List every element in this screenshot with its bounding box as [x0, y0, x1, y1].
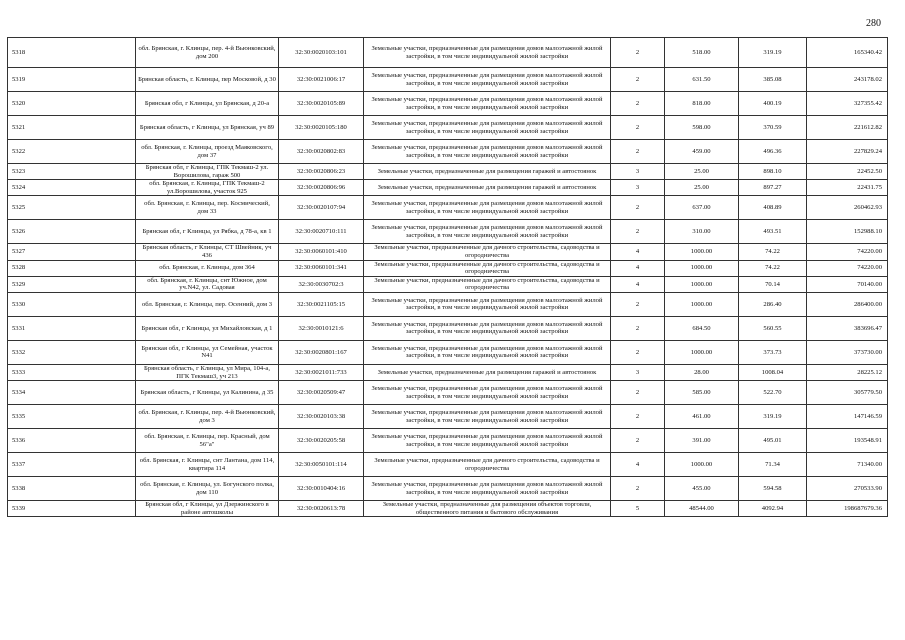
table-row: [8, 260, 888, 276]
address-cell: обл. Брянская, г. Клинцы, проезд Маяковского, дом 37: [136, 140, 279, 164]
rate-cell: 493.51: [739, 220, 807, 244]
table-row: [8, 453, 888, 477]
land-use-cell: Земельные участки, предназначенные для размещения домов малоэтажной жилой застройки, в том числе индивидуальной жилой застройки: [364, 477, 611, 501]
area-cell: 28.00: [665, 364, 739, 380]
land-use-cell: Земельные участки, предназначенные для размещения домов малоэтажной жилой застройки, в том числе индивидуальной жилой застройки: [364, 340, 611, 364]
land-use-cell: Земельные участки, предназначенные для размещения домов малоэтажной жилой застройки, в том числе индивидуальной жилой застройки: [364, 292, 611, 316]
land-use-cell: Земельные участки, предназначенные для размещения домов малоэтажной жилой застройки, в том числе индивидуальной жилой застройки: [364, 381, 611, 405]
group-cell: 3: [611, 180, 665, 196]
address-cell: Брянская область, г. Клинцы, пер Московой, д 30: [136, 68, 279, 92]
table-body: [8, 38, 888, 517]
area-cell: 1000.00: [665, 292, 739, 316]
cadastral-number-cell: 32:30:0020103:101: [279, 38, 364, 68]
row-number: 5339: [8, 501, 136, 517]
address-cell: обл. Брянская, г. Клинцы, пер. Осенний, дом 3: [136, 292, 279, 316]
land-use-cell: Земельные участки, предназначенные для дачного строительства, садоводства и огородничества: [364, 453, 611, 477]
address-cell: Брянская обл, г Клинцы, ул Дзержинского в районе автошколы: [136, 501, 279, 517]
area-cell: 459.00: [665, 140, 739, 164]
row-number: 5332: [8, 340, 136, 364]
row-number: 5329: [8, 276, 136, 292]
group-cell: 2: [611, 316, 665, 340]
land-use-cell: Земельные участки, предназначенные для размещения домов малоэтажной жилой застройки, в том числе индивидуальной жилой застройки: [364, 405, 611, 429]
cadastral-number-cell: 32:30:0020613:78: [279, 501, 364, 517]
cadastral-number-cell: 32:30:0020806:96: [279, 180, 364, 196]
cadastral-number-cell: 32:30:0010121:6: [279, 316, 364, 340]
cadastral-value-cell: 373730.00: [807, 340, 888, 364]
area-cell: 461.00: [665, 405, 739, 429]
cadastral-value-cell: 70140.00: [807, 276, 888, 292]
cadastral-number-cell: 32:30:0030702:3: [279, 276, 364, 292]
group-cell: 2: [611, 116, 665, 140]
rate-cell: 70.14: [739, 276, 807, 292]
rate-cell: 4092.94: [739, 501, 807, 517]
cadastral-value-cell: 193548.91: [807, 429, 888, 453]
land-use-cell: Земельные участки, предназначенные для размещения домов малоэтажной жилой застройки, в том числе индивидуальной жилой застройки: [364, 68, 611, 92]
cadastral-number-cell: 32:30:0020105:180: [279, 116, 364, 140]
rate-cell: 373.73: [739, 340, 807, 364]
address-cell: Брянская область, г Клинцы, ул Брянская, уч 89: [136, 116, 279, 140]
table-row: [8, 68, 888, 92]
table-row: [8, 116, 888, 140]
group-cell: 2: [611, 196, 665, 220]
cadastral-number-cell: 32:30:0060101:341: [279, 260, 364, 276]
land-use-cell: Земельные участки, предназначенные для размещения домов малоэтажной жилой застройки, в том числе индивидуальной жилой застройки: [364, 116, 611, 140]
land-use-cell: Земельные участки, предназначенные для размещения гаражей и автостоянок: [364, 180, 611, 196]
group-cell: 4: [611, 453, 665, 477]
address-cell: обл. Брянская, г. Клинцы, снт Лантана, дом 114, квартира 114: [136, 453, 279, 477]
table-row: [8, 501, 888, 517]
rate-cell: 496.36: [739, 140, 807, 164]
address-cell: обл. Брянская, г. Клинцы, пер. Космический, дом 33: [136, 196, 279, 220]
cadastral-value-cell: 74220.00: [807, 260, 888, 276]
address-cell: обл. Брянская, г. Клинцы, снт Южное, дом уч.N42, ул. Садовая: [136, 276, 279, 292]
land-use-cell: Земельные участки, предназначенные для размещения домов малоэтажной жилой застройки, в том числе индивидуальной жилой застройки: [364, 140, 611, 164]
group-cell: 2: [611, 292, 665, 316]
area-cell: 455.00: [665, 477, 739, 501]
land-use-cell: Земельные участки, предназначенные для размещения домов малоэтажной жилой застройки, в том числе индивидуальной жилой застройки: [364, 316, 611, 340]
group-cell: 2: [611, 38, 665, 68]
cadastral-value-cell: 147146.59: [807, 405, 888, 429]
row-number: 5322: [8, 140, 136, 164]
area-cell: 631.50: [665, 68, 739, 92]
cadastral-value-cell: 305779.50: [807, 381, 888, 405]
area-cell: 48544.00: [665, 501, 739, 517]
group-cell: 2: [611, 477, 665, 501]
area-cell: 684.50: [665, 316, 739, 340]
row-number: 5325: [8, 196, 136, 220]
cadastral-number-cell: 32:30:0020802:83: [279, 140, 364, 164]
rate-cell: 319.19: [739, 38, 807, 68]
cadastral-value-cell: 198687679.36: [807, 501, 888, 517]
cadastral-value-cell: 165340.42: [807, 38, 888, 68]
table-row: [8, 140, 888, 164]
table-row: [8, 180, 888, 196]
rate-cell: 1008.04: [739, 364, 807, 380]
group-cell: 2: [611, 340, 665, 364]
row-number: 5335: [8, 405, 136, 429]
cadastral-value-cell: 243178.02: [807, 68, 888, 92]
row-number: 5328: [8, 260, 136, 276]
row-number: 5327: [8, 244, 136, 260]
row-number: 5324: [8, 180, 136, 196]
table-row: [8, 92, 888, 116]
table-row: [8, 381, 888, 405]
cadastral-value-cell: 286400.00: [807, 292, 888, 316]
cadastral-number-cell: 32:30:0020509:47: [279, 381, 364, 405]
address-cell: обл. Брянская, г. Клинцы, пер. Красный, дом 56"а": [136, 429, 279, 453]
rate-cell: 898.10: [739, 164, 807, 180]
rate-cell: 319.19: [739, 405, 807, 429]
cadastral-number-cell: 32:30:0010404:16: [279, 477, 364, 501]
address-cell: Брянская обл, г Клинцы, ул Брянская, д 20-а: [136, 92, 279, 116]
address-cell: обл. Брянская, г. Клинцы, дом 364: [136, 260, 279, 276]
cadastral-number-cell: 32:30:0020105:89: [279, 92, 364, 116]
address-cell: Брянская область, г Клинцы, ул Мира, 104-а, ПГК Текмаш3, уч 213: [136, 364, 279, 380]
table-row: [8, 220, 888, 244]
group-cell: 3: [611, 364, 665, 380]
area-cell: 518.00: [665, 38, 739, 68]
cadastral-number-cell: 32:30:0060101:410: [279, 244, 364, 260]
cadastral-value-cell: 383696.47: [807, 316, 888, 340]
area-cell: 310.00: [665, 220, 739, 244]
table-row: [8, 276, 888, 292]
cadastral-number-cell: 32:30:0020107:94: [279, 196, 364, 220]
cadastral-number-cell: 32:30:0020710:111: [279, 220, 364, 244]
group-cell: 2: [611, 220, 665, 244]
area-cell: 1000.00: [665, 260, 739, 276]
address-cell: Брянская обл, г Клинцы, ул Рябка, д 78-а, кв 1: [136, 220, 279, 244]
address-cell: обл. Брянская, г. Клинцы, ул. Богунского полка, дом 110: [136, 477, 279, 501]
table-row: [8, 405, 888, 429]
rate-cell: 385.08: [739, 68, 807, 92]
address-cell: Брянская обл, г Клинцы, ГПК Текмаш-2 ул. Ворошилова, гараж 500: [136, 164, 279, 180]
group-cell: 2: [611, 381, 665, 405]
cadastral-value-cell: 71340.00: [807, 453, 888, 477]
table-row: [8, 164, 888, 180]
cadastral-number-cell: 32:30:0050101:114: [279, 453, 364, 477]
area-cell: 1000.00: [665, 453, 739, 477]
row-number: 5333: [8, 364, 136, 380]
table-row: [8, 429, 888, 453]
address-cell: Брянская область, г Клинцы, СТ Швейник, уч 436: [136, 244, 279, 260]
rate-cell: 71.34: [739, 453, 807, 477]
address-cell: обл. Брянская, г. Клинцы, пер. 4-й Вьюнковский, дом 200: [136, 38, 279, 68]
row-number: 5330: [8, 292, 136, 316]
table-row: [8, 244, 888, 260]
land-use-cell: Земельные участки, предназначенные для размещения домов малоэтажной жилой застройки, в том числе индивидуальной жилой застройки: [364, 38, 611, 68]
row-number: 5337: [8, 453, 136, 477]
land-use-cell: Земельные участки, предназначенные для дачного строительства, садоводства и огородничества: [364, 276, 611, 292]
table-row: [8, 364, 888, 380]
land-registry-table: [7, 37, 888, 517]
land-use-cell: Земельные участки, предназначенные для размещения гаражей и автостоянок: [364, 364, 611, 380]
address-cell: Брянская область, г Клинцы, ул Калинина, д 35: [136, 381, 279, 405]
area-cell: 818.00: [665, 92, 739, 116]
table-row: [8, 196, 888, 220]
rate-cell: 408.89: [739, 196, 807, 220]
rate-cell: 560.55: [739, 316, 807, 340]
rate-cell: 74.22: [739, 244, 807, 260]
address-cell: обл. Брянская, г. Клинцы, ГПК Текмаш-2 ул.Ворошилова, участок 925: [136, 180, 279, 196]
group-cell: 2: [611, 405, 665, 429]
cadastral-value-cell: 22431.75: [807, 180, 888, 196]
cadastral-number-cell: 32:30:0020103:38: [279, 405, 364, 429]
row-number: 5321: [8, 116, 136, 140]
land-use-cell: Земельные участки, предназначенные для размещения домов малоэтажной жилой застройки, в том числе индивидуальной жилой застройки: [364, 92, 611, 116]
cadastral-value-cell: 28225.12: [807, 364, 888, 380]
rate-cell: 897.27: [739, 180, 807, 196]
area-cell: 637.00: [665, 196, 739, 220]
area-cell: 391.00: [665, 429, 739, 453]
group-cell: 4: [611, 260, 665, 276]
cadastral-number-cell: 32:30:0020806:23: [279, 164, 364, 180]
land-use-cell: Земельные участки, предназначенные для размещения домов малоэтажной жилой застройки, в том числе индивидуальной жилой застройки: [364, 220, 611, 244]
row-number: 5323: [8, 164, 136, 180]
table-row: [8, 38, 888, 68]
cadastral-number-cell: 32:30:0021011:733: [279, 364, 364, 380]
row-number: 5318: [8, 38, 136, 68]
group-cell: 5: [611, 501, 665, 517]
area-cell: 25.00: [665, 164, 739, 180]
cadastral-value-cell: 260462.93: [807, 196, 888, 220]
table-row: [8, 292, 888, 316]
area-cell: 1000.00: [665, 244, 739, 260]
group-cell: 4: [611, 244, 665, 260]
rate-cell: 400.19: [739, 92, 807, 116]
group-cell: 2: [611, 140, 665, 164]
rate-cell: 594.58: [739, 477, 807, 501]
row-number: 5334: [8, 381, 136, 405]
land-use-cell: Земельные участки, предназначенные для размещения гаражей и автостоянок: [364, 164, 611, 180]
cadastral-number-cell: 32:30:0021006:17: [279, 68, 364, 92]
land-use-cell: Земельные участки, предназначенные для дачного строительства, садоводства и огородничества: [364, 260, 611, 276]
cadastral-value-cell: 152988.10: [807, 220, 888, 244]
land-use-cell: Земельные участки, предназначенные для размещения объектов торговли, общественного питания и бытового обслуживания: [364, 501, 611, 517]
address-cell: обл. Брянская, г. Клинцы, пер. 4-й Вьюнковский, дом 3: [136, 405, 279, 429]
row-number: 5326: [8, 220, 136, 244]
rate-cell: 74.22: [739, 260, 807, 276]
group-cell: 2: [611, 429, 665, 453]
area-cell: 1000.00: [665, 340, 739, 364]
cadastral-number-cell: 32:30:0020205:58: [279, 429, 364, 453]
cadastral-value-cell: 221612.82: [807, 116, 888, 140]
group-cell: 2: [611, 68, 665, 92]
row-number: 5336: [8, 429, 136, 453]
table-row: [8, 477, 888, 501]
cadastral-number-cell: 32:30:0020801:167: [279, 340, 364, 364]
group-cell: 3: [611, 164, 665, 180]
row-number: 5320: [8, 92, 136, 116]
row-number: 5338: [8, 477, 136, 501]
cadastral-value-cell: 227829.24: [807, 140, 888, 164]
area-cell: 1000.00: [665, 276, 739, 292]
rate-cell: 286.40: [739, 292, 807, 316]
land-use-cell: Земельные участки, предназначенные для дачного строительства, садоводства и огородничества: [364, 244, 611, 260]
cadastral-value-cell: 74220.00: [807, 244, 888, 260]
table-row: [8, 340, 888, 364]
rate-cell: 495.01: [739, 429, 807, 453]
rate-cell: 522.70: [739, 381, 807, 405]
land-use-cell: Земельные участки, предназначенные для размещения домов малоэтажной жилой застройки, в том числе индивидуальной жилой застройки: [364, 196, 611, 220]
area-cell: 585.00: [665, 381, 739, 405]
table-row: [8, 316, 888, 340]
area-cell: 25.00: [665, 180, 739, 196]
cadastral-value-cell: 270533.90: [807, 477, 888, 501]
group-cell: 4: [611, 276, 665, 292]
cadastral-value-cell: 22452.50: [807, 164, 888, 180]
page-number: 280: [866, 18, 881, 29]
cadastral-value-cell: 327355.42: [807, 92, 888, 116]
row-number: 5331: [8, 316, 136, 340]
cadastral-number-cell: 32:30:0021105:15: [279, 292, 364, 316]
group-cell: 2: [611, 92, 665, 116]
address-cell: Брянская обл, г Клинцы, ул Семейная, участок N41: [136, 340, 279, 364]
area-cell: 598.00: [665, 116, 739, 140]
rate-cell: 370.59: [739, 116, 807, 140]
land-use-cell: Земельные участки, предназначенные для размещения домов малоэтажной жилой застройки, в том числе индивидуальной жилой застройки: [364, 429, 611, 453]
row-number: 5319: [8, 68, 136, 92]
address-cell: Брянская обл, г Клинцы, ул Михайловская, д 1: [136, 316, 279, 340]
